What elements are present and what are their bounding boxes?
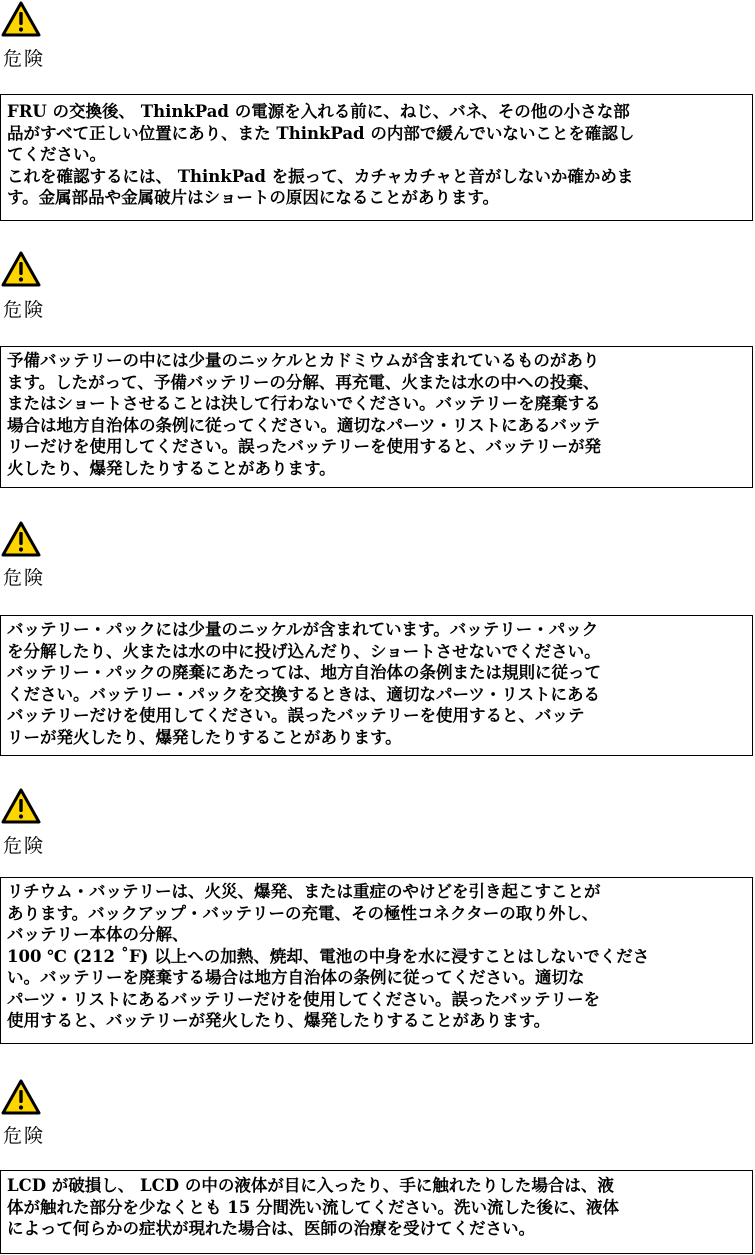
warning-triangle-icon: [0, 520, 42, 558]
danger-notice-text: FRU の交換後、 ThinkPad の電源を入れる前に、ねじ、バネ、その他の小さな部 品がすべて正しい位置にあり、また ThinkPad の内部で緩んでいないことを確認し てください。 これを確認するには、 ThinkPad を振って、カチャカチャと音がしないか確かめま す。金属部品や金属破片はショートの原因になることがあります。: [7, 102, 635, 207]
danger-label: 危険: [3, 567, 46, 589]
warning-triangle-icon: [0, 250, 42, 288]
danger-notice-text: 予備バッテリーの中には少量のニッケルとカドミウムが含まれているものがあり ます。したがって、予備バッテリーの分解、再充電、火または水の中への投棄、 またはショートさせることは決して行わないでください。バッテリーを廃棄する 場合は地方自治体の条例に従ってください。適切なパーツ・リストにあるバッテ リーだけを使用してください。誤ったバッテリーを使用すると、バッテリーが発 火したり、爆発したりすることがあります。: [7, 351, 601, 478]
danger-notice-text: リチウム・バッテリーは、火災、爆発、または重症のやけどを引き起こすことが あります。バックアップ・バッテリーの充電、その極性コネクターの取り外し、 バッテリー本体の分解、 100 ℃ (212 ˚F) 以上への加熱、焼却、電池の中身を水に浸すことはしないでくださ い。バッテリーを廃棄する場合は地方自治体の条例に従ってください。適切な パーツ・リストにあるバッテリーだけを使用してください。誤ったバッテリーを 使用すると、バッテリーが発火したり、爆発したりすることがあります。: [7, 882, 650, 1030]
danger-notice-text: LCD が破損し、 LCD の中の液体が目に入ったり、手に触れたりした場合は、液 体が触れた部分を少なくとも 15 分間洗い流してください。洗い流した後に、液体 によって何らかの症状が現れた場合は、医師の治療を受けてください。: [7, 1176, 619, 1238]
danger-notice-text: バッテリー・パックには少量のニッケルが含まれています。バッテリー・パック を分解したり、火または水の中に投げ込んだり、ショートさせないでください。 バッテリー・パックの廃棄にあたっては、地方自治体の条例または規則に従って ください。バッテリー・パックを交換するときは、適切なパーツ・リストにある バッテリーだけを使用してください。誤ったバッテリーを使用すると、バッテ リーが発火したり、爆発したりすることがあります。: [7, 620, 601, 747]
danger-label: 危険: [3, 48, 46, 70]
warning-triangle-icon: [0, 1078, 42, 1116]
warning-triangle-icon: [0, 0, 42, 38]
danger-label: 危険: [3, 835, 46, 857]
warning-triangle-icon: [0, 787, 42, 825]
danger-label: 危険: [3, 299, 46, 321]
danger-label: 危険: [3, 1125, 46, 1147]
